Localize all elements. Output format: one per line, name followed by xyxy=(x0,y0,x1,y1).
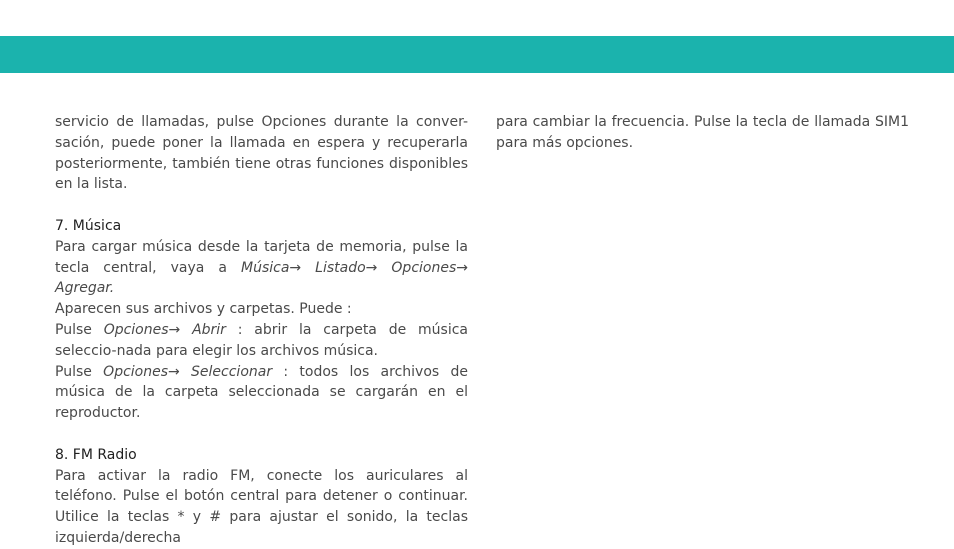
open-prefix: Pulse xyxy=(55,321,104,338)
header-band xyxy=(0,36,954,73)
music-path: Música→ Listado→ Opciones→ Agregar. xyxy=(55,259,468,297)
right-column xyxy=(496,112,909,154)
music-paragraph xyxy=(55,237,468,299)
select-text: : todos los archivos de música de la carpeta seleccionada se cargarán en el reproductor. xyxy=(55,363,468,422)
music-select-paragraph xyxy=(55,362,468,424)
right-paragraph: para cambiar la frecuencia. Pulse la tecla de llamada SIM1 para más opciones. xyxy=(496,114,909,151)
intro-paragraph: servicio de llamadas, pulse Opciones durante la conver-sación, puede poner la llamada en espera y recuperarla posteriormente, también tiene otras funciones disponibles en la lista. xyxy=(55,114,468,193)
select-path: Opciones→ Seleccionar xyxy=(103,363,273,380)
music-open-paragraph xyxy=(55,320,468,362)
music-heading: 7. Música xyxy=(55,217,122,234)
music-line2: Aparecen sus archivos y carpetas. Puede : xyxy=(55,301,352,318)
music-line1: Para cargar música desde la tarjeta de memoria, pulse la tecla central, vaya a xyxy=(55,238,468,276)
open-text: : abrir la carpeta de música seleccio-nada para elegir los archivos música. xyxy=(55,321,468,359)
radio-paragraph: Para activar la radio FM, conecte los auriculares al teléfono. Pulse el botón central para detener o continuar. Utilice la teclas * y # para ajustar el sonido, la teclas izquierda/derecha xyxy=(55,467,468,546)
left-column xyxy=(55,112,468,549)
radio-heading: 8. FM Radio xyxy=(55,446,137,463)
select-prefix: Pulse xyxy=(55,363,104,380)
spacer xyxy=(55,424,468,445)
spacer xyxy=(55,195,468,216)
open-path: Opciones→ Abrir xyxy=(103,321,226,338)
